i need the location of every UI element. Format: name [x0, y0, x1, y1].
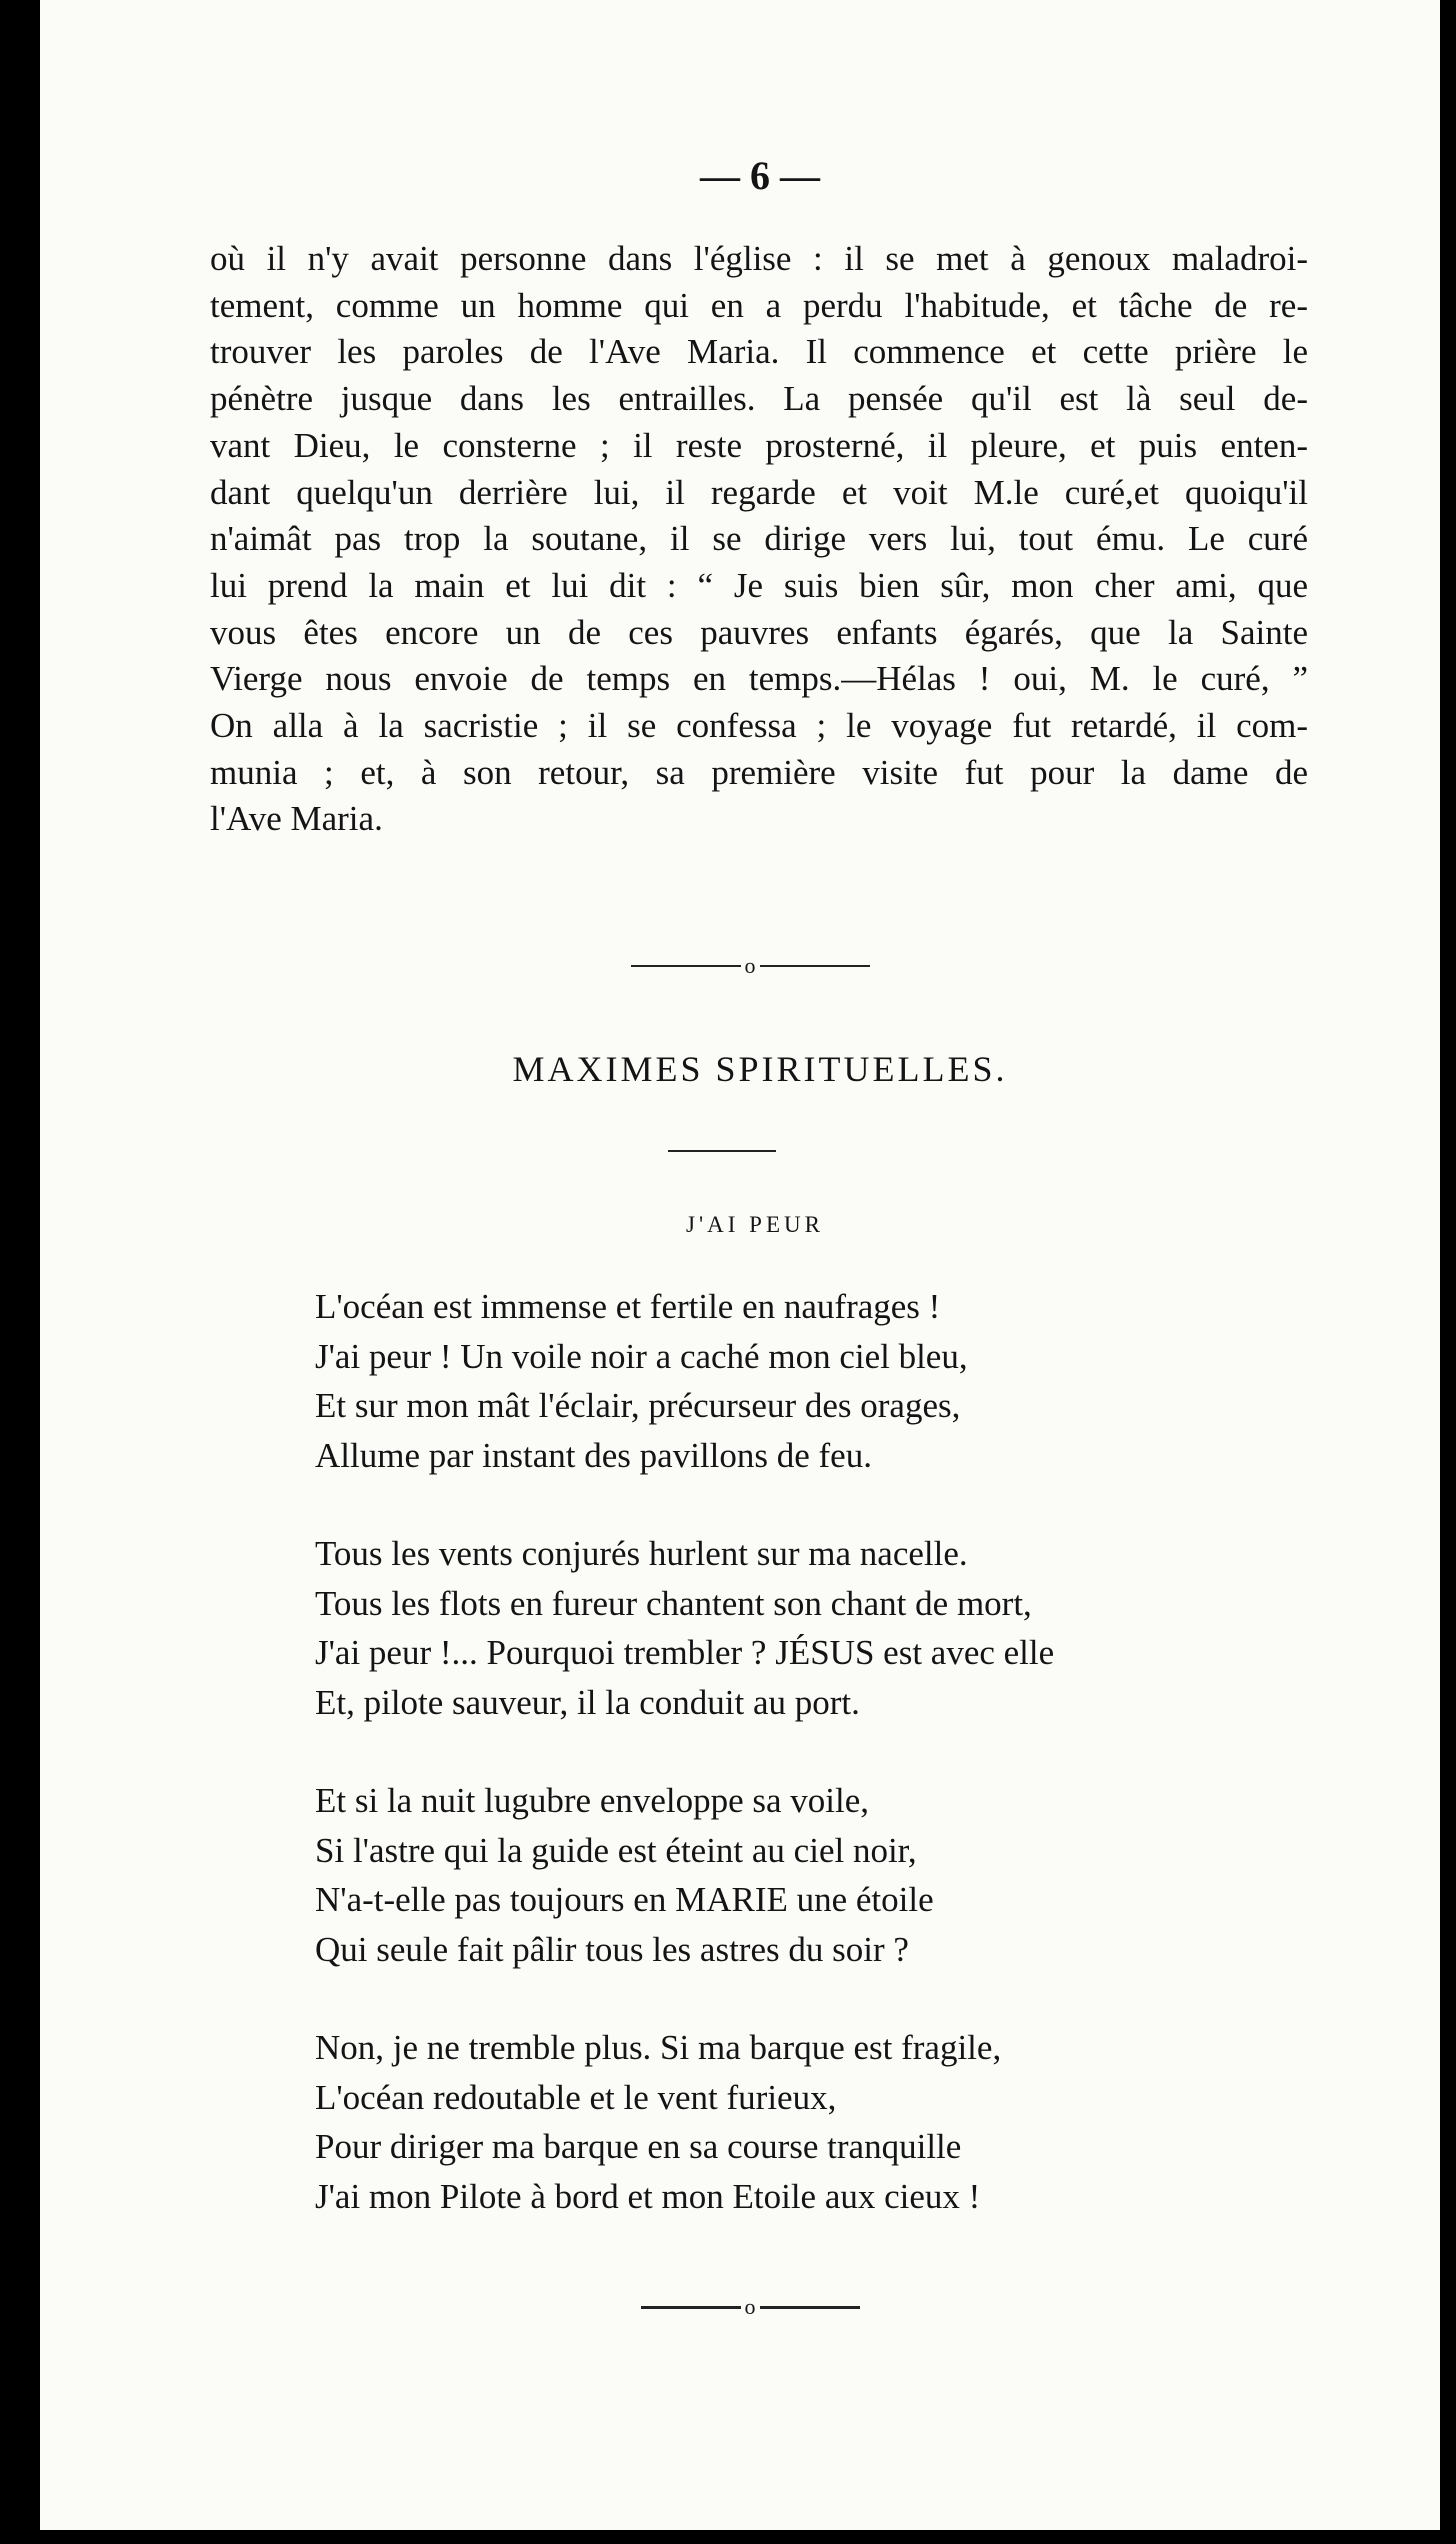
poem-stanza	[315, 2023, 1054, 2221]
separator-rule	[760, 2306, 860, 2309]
prose-line: dant quelqu'un derrière lui, il regarde et voit M.le curé,et quoiqu'il	[210, 472, 1308, 512]
separator-rule	[641, 2306, 741, 2309]
poem-verse: Si l'astre qui la guide est éteint au ciel noir,	[315, 1830, 917, 1870]
book-page	[40, 0, 1440, 2530]
prose-line: où il n'y avait personne dans l'église : il se met à genoux maladroi-	[210, 239, 1308, 278]
poem-verse: J'ai peur !... Pourquoi trembler ? JÉSUS est avec elle	[315, 1633, 1055, 1672]
prose-line: vous êtes encore un de ces pauvres enfants égarés, que la Sainte	[210, 612, 1308, 652]
poem-verse: Et sur mon mât l'éclair, précurseur des orages,	[315, 1386, 961, 1425]
section-separator-top	[600, 955, 900, 977]
poem-stanza	[315, 1282, 1054, 1480]
prose-line: l'Ave Maria.	[210, 799, 383, 839]
prose-line: trouver les paroles de l'Ave Maria. Il commence et cette prière le	[210, 332, 1308, 372]
poem-verse: Et, pilote sauveur, il la conduit au port.	[315, 1682, 860, 1722]
separator-rule	[631, 965, 741, 967]
prose-line: tement, comme un homme qui en a perdu l'habitude, et tâche de re-	[210, 285, 1308, 325]
poem-verse: J'ai mon Pilote à bord et mon Etoile aux cieux !	[315, 2176, 981, 2216]
poem-verse: L'océan est immense et fertile en naufrages !	[315, 1287, 941, 1326]
poem-verse: L'océan redoutable et le vent furieux,	[315, 2077, 837, 2117]
prose-line: munia ; et, à son retour, sa première visite fut pour la dame de	[210, 752, 1308, 792]
poem-verse: N'a-t-elle pas toujours en MARIE une étoile	[315, 1880, 934, 1919]
poem-stanza	[315, 1776, 1054, 1974]
poem-verse: Tous les flots en fureur chantent son chant de mort,	[315, 1583, 1032, 1623]
prose-line: n'aimât pas trop la soutane, il se dirige vers lui, tout ému. Le curé	[210, 519, 1308, 559]
separator-mark: o	[744, 953, 756, 978]
poem-verse: Et si la nuit lugubre enveloppe sa voile,	[315, 1781, 870, 1820]
section-title: MAXIMES SPIRITUELLES.	[512, 1049, 1008, 1089]
separator-rule	[760, 965, 870, 967]
poem-verse: Non, je ne tremble plus. Si ma barque est fragile,	[315, 2028, 1002, 2067]
page-number: — 6 —	[700, 153, 820, 198]
title-underline	[668, 1150, 776, 1152]
poem	[315, 1282, 1054, 2270]
poem-stanza	[315, 1529, 1054, 1727]
prose-line: pénètre jusque dans les entrailles. La pensée qu'il est là seul de-	[210, 379, 1308, 419]
poem-verse: Allume par instant des pavillons de feu.	[315, 1435, 872, 1475]
prose-line: lui prend la main et lui dit : “ Je suis bien sûr, mon cher ami, que	[210, 565, 1308, 605]
section-separator-bottom	[600, 2296, 900, 2318]
poem-verse: Qui seule fait pâlir tous les astres du soir ?	[315, 1929, 909, 1969]
prose-paragraph	[210, 236, 1308, 843]
poem-title: J'AI PEUR	[686, 1212, 824, 1237]
prose-line: On alla à la sacristie ; il se confessa ; le voyage fut retardé, il com-	[210, 706, 1308, 746]
prose-line: vant Dieu, le consterne ; il reste prosterné, il pleure, et puis enten-	[210, 425, 1308, 465]
poem-verse: Pour diriger ma barque en sa course tranquille	[315, 2127, 962, 2166]
poem-verse: Tous les vents conjurés hurlent sur ma nacelle.	[315, 1534, 968, 1573]
separator-mark: o	[744, 2294, 756, 2319]
prose-line: Vierge nous envoie de temps en temps.—Hélas ! oui, M. le curé, ”	[210, 659, 1308, 699]
poem-verse: J'ai peur ! Un voile noir a caché mon ciel bleu,	[315, 1336, 968, 1376]
